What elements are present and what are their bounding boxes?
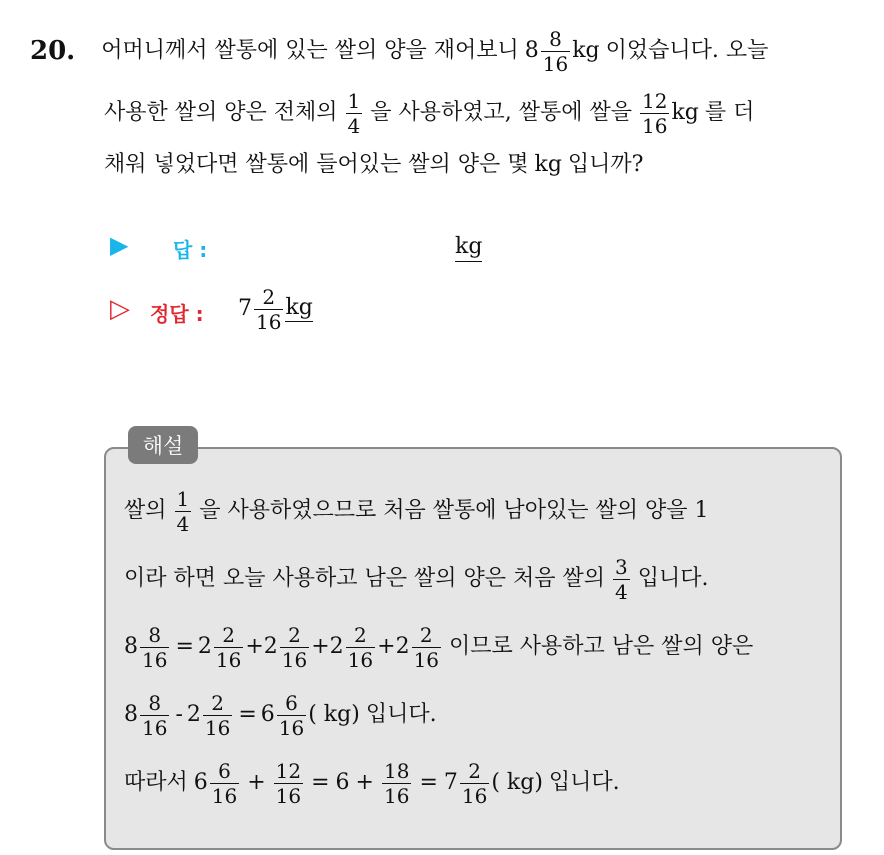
plus-sign: +	[245, 634, 264, 659]
fraction	[382, 759, 411, 808]
minus-sign: -	[175, 702, 183, 727]
fraction	[277, 691, 306, 740]
denominator: 16	[281, 647, 308, 672]
explanation-text: 이므로 사용하고 남은 쌀의 양은	[449, 634, 754, 659]
denominator: 16	[211, 783, 238, 808]
question-line-3	[104, 150, 643, 180]
question-number: 20.	[30, 36, 76, 66]
whole-number: 6	[335, 770, 350, 795]
denominator: 16	[542, 51, 569, 76]
numerator: 2	[262, 284, 276, 309]
denominator: 16	[461, 783, 488, 808]
numerator: 12	[642, 88, 668, 113]
denominator: 16	[413, 647, 440, 672]
answer-label: 답 :	[173, 238, 208, 262]
fraction	[203, 691, 232, 740]
mixed-whole: 2	[186, 702, 201, 727]
numerator: 6	[285, 690, 298, 715]
question-text: 를 더	[704, 100, 755, 125]
explanation-text: 을 사용하였으므로 처음 쌀통에 남아있는 쌀의 양을 1	[199, 498, 709, 523]
question-text: 어머니께서 쌀통에 있는 쌀의 양을 재어보니	[101, 38, 519, 63]
fraction	[175, 487, 192, 536]
question-text: 사용한 쌀의 양은 전체의	[104, 100, 338, 125]
denominator: 16	[278, 715, 305, 740]
explanation-line-3	[124, 622, 753, 672]
numerator: 2	[288, 622, 301, 647]
denominator: 4	[176, 511, 190, 536]
question-line-2	[104, 88, 754, 138]
explanation-text: 이라 하면 오늘 사용하고 남은 쌀의 양은 처음 쌀의	[124, 566, 605, 591]
numerator: 2	[419, 622, 433, 647]
equals-sign: =	[238, 702, 257, 727]
fraction	[280, 623, 309, 672]
explanation-text: 입니다.	[365, 702, 437, 727]
mixed-whole: 2	[329, 634, 344, 659]
fraction	[274, 759, 303, 808]
denominator: 4	[347, 113, 361, 138]
numerator: 6	[218, 758, 231, 783]
mixed-whole: 7	[443, 770, 458, 795]
fraction	[613, 555, 630, 604]
denominator: 16	[142, 647, 168, 672]
mixed-whole: 6	[260, 702, 275, 727]
mixed-whole: 6	[193, 770, 208, 795]
answer-arrow-icon: ▶	[110, 231, 129, 259]
unit: kg	[534, 152, 562, 177]
unit: kg	[572, 38, 600, 63]
numerator: 8	[549, 26, 562, 51]
plus-sign: +	[377, 634, 396, 659]
fraction	[412, 623, 441, 672]
explanation-text: 입니다.	[637, 566, 709, 591]
denominator: 16	[256, 309, 282, 334]
denominator: 16	[215, 647, 242, 672]
correct-label: 정답 :	[150, 302, 204, 326]
unit: kg	[285, 294, 313, 320]
mixed-whole: 2	[197, 634, 212, 659]
unit: kg	[671, 100, 699, 125]
unit: ( kg)	[308, 702, 360, 727]
explanation-line-4	[124, 690, 437, 740]
explanation-line-1	[124, 486, 709, 536]
fraction	[140, 623, 169, 672]
denominator: 16	[347, 647, 374, 672]
numerator: 8	[148, 622, 162, 647]
equals-sign: =	[311, 770, 330, 795]
equals-sign: =	[175, 634, 194, 659]
explanation-text: 입니다.	[548, 770, 620, 795]
numerator: 12	[275, 758, 302, 783]
plus-sign: +	[355, 770, 374, 795]
unit: ( kg)	[491, 770, 543, 795]
fraction	[541, 27, 570, 76]
mixed-whole: 8	[524, 38, 539, 63]
explanation-tag: 해설	[128, 426, 198, 464]
mixed-whole: 7	[238, 296, 252, 321]
equals-sign: =	[419, 770, 438, 795]
fraction	[210, 759, 239, 808]
numerator: 2	[468, 758, 481, 783]
explanation-text: 따라서	[124, 770, 188, 795]
numerator: 1	[347, 88, 361, 113]
numerator: 2	[354, 622, 367, 647]
fraction	[460, 759, 489, 808]
fraction	[214, 623, 243, 672]
denominator: 16	[204, 715, 231, 740]
fraction	[140, 691, 169, 740]
fraction	[254, 285, 283, 334]
question-text: 을 사용하였고, 쌀통에 쌀을	[370, 100, 632, 125]
plus-sign: +	[311, 634, 330, 659]
denominator: 16	[142, 715, 168, 740]
question-text: 이었습니다. 오늘	[605, 38, 769, 63]
answer-blank[interactable]	[215, 234, 455, 260]
mixed-whole: 8	[124, 634, 138, 659]
mixed-whole: 2	[263, 634, 278, 659]
question-line-1	[30, 26, 768, 76]
explanation-text: 쌀의	[124, 498, 167, 523]
denominator: 16	[275, 783, 302, 808]
answer-unit: kg	[455, 234, 482, 262]
fraction	[640, 89, 669, 138]
numerator: 1	[176, 486, 190, 511]
mixed-whole: 8	[124, 702, 138, 727]
numerator: 18	[383, 758, 410, 783]
numerator: 2	[211, 690, 224, 715]
fraction	[346, 623, 375, 672]
question-text: 채워 넣었다면 쌀통에 들어있는 쌀의 양은 몇	[104, 152, 529, 177]
denominator: 4	[615, 579, 628, 604]
explanation-line-2	[124, 554, 708, 604]
numerator: 8	[148, 690, 162, 715]
denominator: 16	[383, 783, 410, 808]
correct-arrow-icon: ▷	[110, 294, 130, 324]
question-text: 입니까?	[567, 152, 644, 177]
denominator: 16	[642, 113, 668, 138]
fraction	[346, 89, 363, 138]
explanation-line-5	[124, 758, 620, 808]
plus-sign: +	[247, 770, 266, 795]
numerator: 3	[615, 554, 628, 579]
correct-answer-value	[238, 284, 313, 334]
mixed-whole: 2	[395, 634, 410, 659]
numerator: 2	[222, 622, 235, 647]
